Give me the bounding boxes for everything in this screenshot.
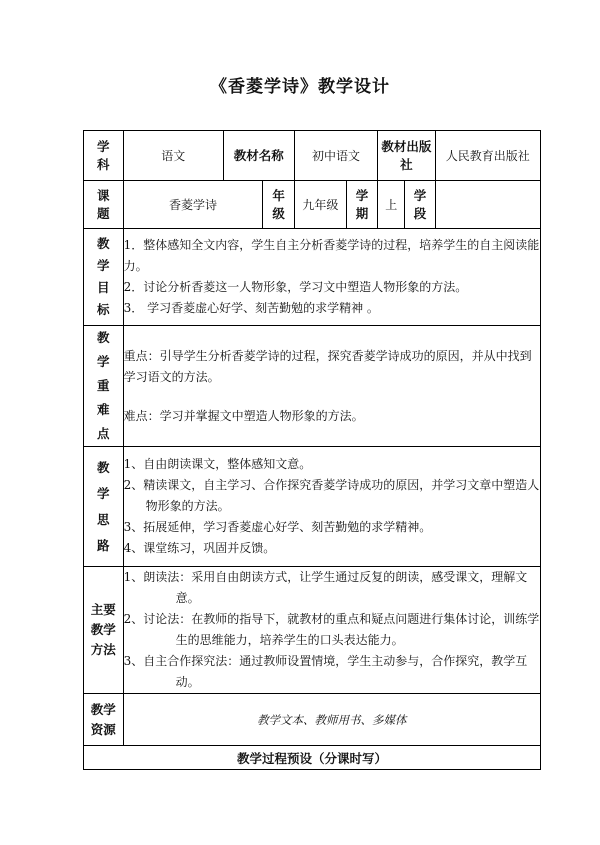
term-value: 上	[378, 181, 405, 229]
approach-item: 1、自由朗读课文，整体感知文意。	[123, 457, 312, 471]
grade-value: 九年级	[294, 181, 346, 229]
page-title: 《香菱学诗》教学设计	[210, 77, 390, 97]
goal-item: 1．整体感知全文内容，学生自主分析香菱学诗的过程，培养学生的自主阅读能力。	[123, 238, 540, 273]
stage-label: 学段	[405, 181, 435, 229]
row-goals	[84, 229, 541, 326]
method-item: 3、自主合作探究法：通过教师设置情境，学生主动参与，合作探究，教学互动。	[123, 654, 528, 689]
row-topic	[84, 181, 541, 229]
method-item: 2、讨论法：在教师的指导下，就教材的重点和疑点问题进行集体讨论，训练学生的思维能力，培养学生的口头表达能力。	[123, 612, 540, 647]
term-label: 学期	[346, 181, 377, 229]
row-approach	[84, 447, 541, 567]
publisher-value: 人民教育出版社	[435, 131, 540, 181]
row-methods	[84, 567, 541, 694]
grade-label: 年级	[263, 181, 294, 229]
methods-label: 主要教学方法	[84, 567, 124, 694]
topic-value: 香菱学诗	[123, 181, 263, 229]
textbook-name-value: 初中语文	[294, 131, 377, 181]
focus-label: 教学重难点	[84, 326, 124, 447]
goals-label: 教学目标	[84, 229, 124, 326]
approach-item: 3、拓展延伸，学习香菱虚心好学、刻苦勤勉的求学精神。	[123, 520, 432, 534]
subject-value: 语文	[123, 131, 223, 181]
process-header: 教学过程预设（分课时写）	[84, 746, 541, 770]
approach-content	[123, 447, 540, 567]
lesson-plan-table	[83, 130, 541, 770]
resources-label: 教学资源	[84, 694, 124, 746]
goals-content	[123, 229, 540, 326]
resources-value: 教学文本、教师用书、多媒体	[123, 694, 540, 746]
publisher-label: 教材出版社	[378, 131, 435, 181]
method-item: 1、朗读法：采用自由朗读方式，让学生通过反复的朗读，感受课文，理解文意。	[123, 570, 528, 605]
difficulty: 难点：学习并掌握文中塑造人物形象的方法。	[123, 408, 364, 423]
topic-label: 课题	[84, 181, 124, 229]
row-focus	[84, 326, 541, 447]
textbook-name-label: 教材名称	[223, 131, 294, 181]
row-footer	[84, 746, 541, 770]
methods-content	[123, 567, 540, 694]
subject-label: 学科	[84, 131, 124, 181]
stage-value	[435, 181, 540, 229]
key-point: 重点：引导学生分析香菱学诗的过程，探究香菱学诗成功的原因，并从中找到学习语文的方法。	[123, 348, 532, 384]
approach-item: 4、课堂练习，巩固并反馈。	[123, 541, 276, 555]
row-resources	[84, 694, 541, 746]
approach-label: 教学思路	[84, 447, 124, 567]
goal-item: 3． 学习香菱虚心好学、刻苦勤勉的求学精神 。	[123, 301, 379, 315]
goal-item: 2．讨论分析香菱这一人物形象，学习文中塑造人物形象的方法。	[123, 280, 468, 294]
focus-content	[123, 326, 540, 447]
row-subject	[84, 131, 541, 181]
approach-item: 2、精读课文，自主学习、合作探究香菱学诗成功的原因，并学习文章中塑造人物形象的方法。	[123, 478, 540, 513]
